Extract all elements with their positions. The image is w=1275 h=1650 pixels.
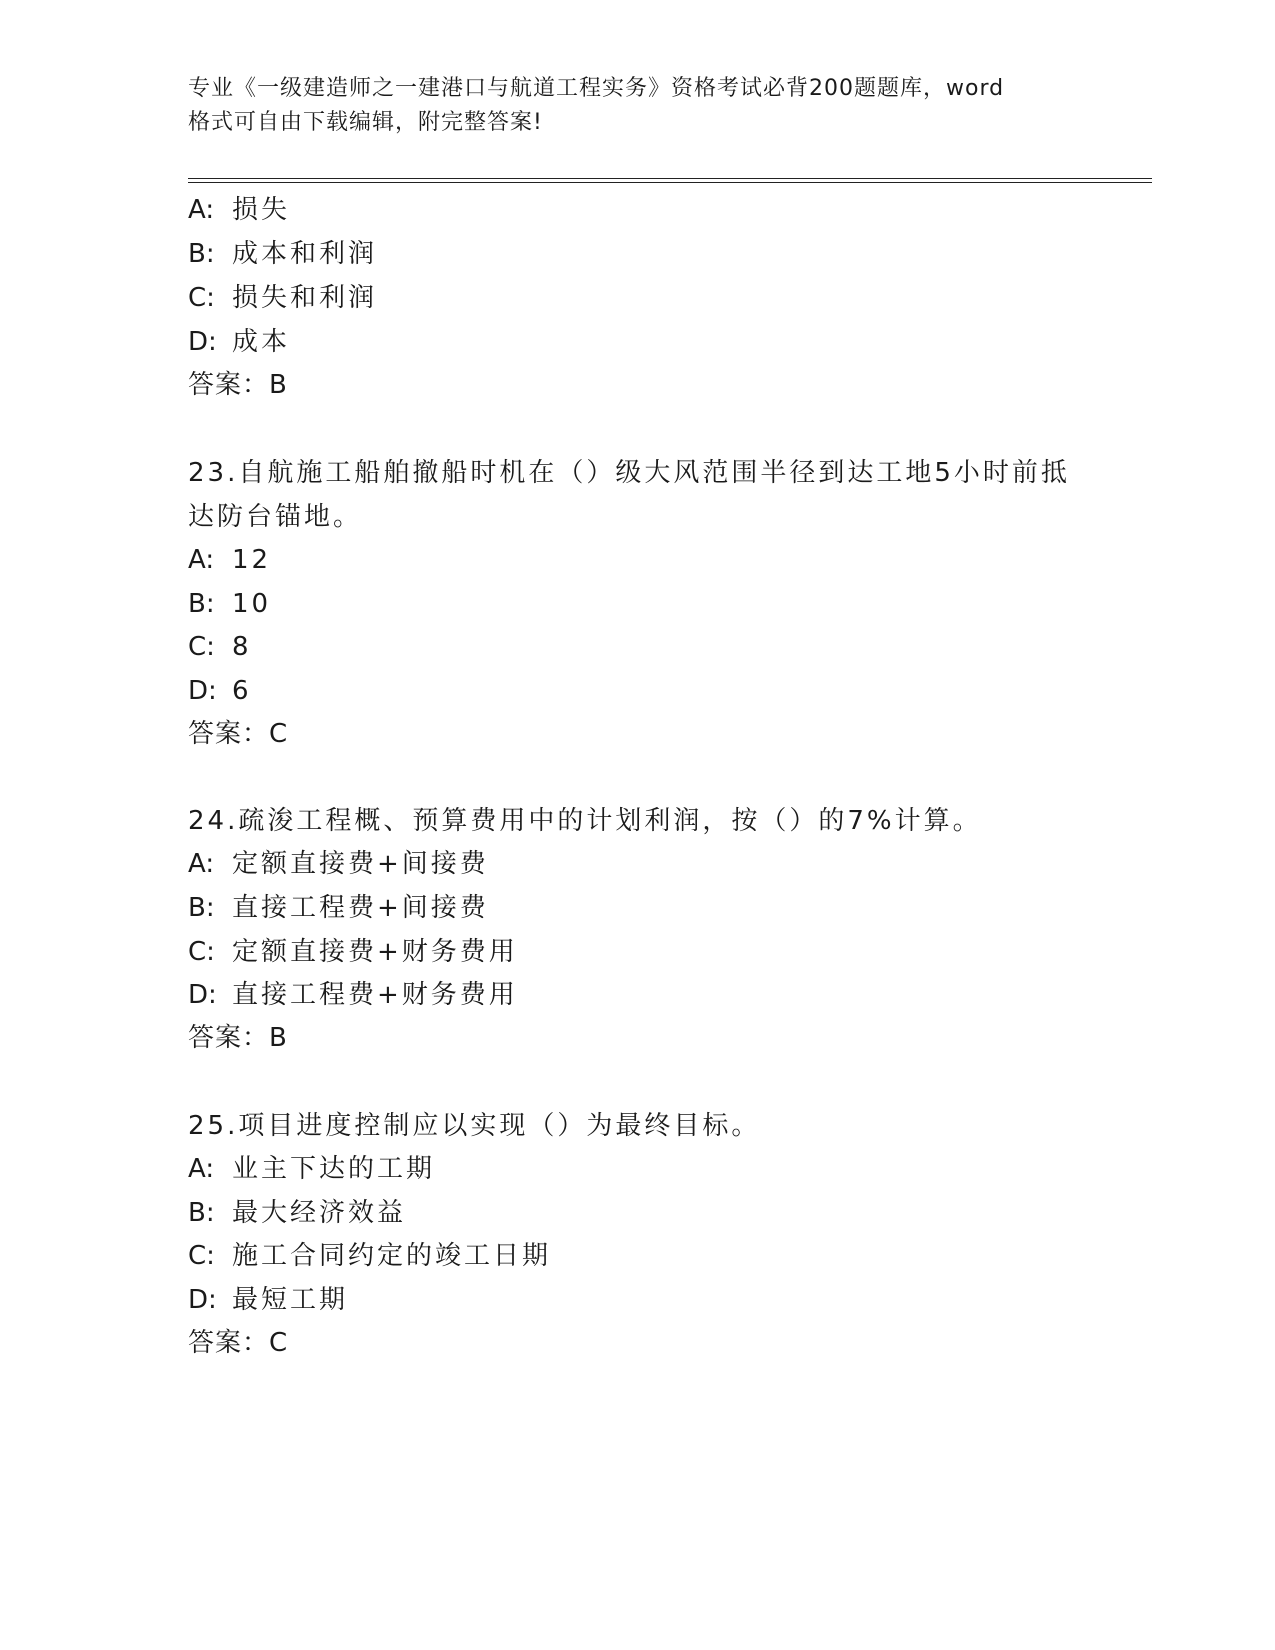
q23-option-d: D: 6 bbox=[188, 676, 252, 706]
q25-answer: 答案：C bbox=[188, 1328, 289, 1358]
q25-option-a: A: 业主下达的工期 bbox=[188, 1154, 436, 1184]
q22-option-b: B: 成本和利润 bbox=[188, 239, 378, 269]
q23-stem-line-1: 23.自航施工船舶撤船时机在（）级大风范围半径到达工地5小时前抵 bbox=[188, 458, 1070, 488]
header-line-2: 格式可自由下载编辑，附完整答案! bbox=[188, 110, 543, 135]
q23-answer: 答案：C bbox=[188, 719, 289, 749]
document-header bbox=[188, 72, 1088, 140]
q25-option-c: C: 施工合同约定的竣工日期 bbox=[188, 1241, 552, 1271]
q25-stem-line-1: 25.项目进度控制应以实现（）为最终目标。 bbox=[188, 1111, 761, 1141]
header-divider-bottom bbox=[188, 182, 1152, 183]
q23-option-c: C: 8 bbox=[188, 632, 252, 662]
q23-stem-line-2: 达防台锚地。 bbox=[188, 502, 363, 532]
q24-option-b: B: 直接工程费+间接费 bbox=[188, 893, 489, 923]
q24-option-a: A: 定额直接费+间接费 bbox=[188, 849, 489, 879]
q24-option-d: D: 直接工程费+财务费用 bbox=[188, 980, 518, 1010]
q25-option-d: D: 最短工期 bbox=[188, 1285, 349, 1315]
header-divider-top bbox=[188, 178, 1152, 179]
q24-option-c: C: 定额直接费+财务费用 bbox=[188, 937, 518, 967]
q22-answer: 答案：B bbox=[188, 370, 288, 400]
q22-option-a: A: 损失 bbox=[188, 195, 291, 225]
q23-option-a: A: 12 bbox=[188, 545, 272, 575]
q23-option-b: B: 10 bbox=[188, 589, 272, 619]
q24-stem-line-1: 24.疏浚工程概、预算费用中的计划利润，按（）的7%计算。 bbox=[188, 806, 982, 836]
q25-option-b: B: 最大经济效益 bbox=[188, 1198, 407, 1228]
header-line-1: 专业《一级建造师之一建港口与航道工程实务》资格考试必背200题题库，word bbox=[188, 76, 1005, 101]
q22-option-d: D: 成本 bbox=[188, 327, 291, 357]
q24-answer: 答案：B bbox=[188, 1023, 288, 1053]
q22-option-c: C: 损失和利润 bbox=[188, 283, 378, 313]
